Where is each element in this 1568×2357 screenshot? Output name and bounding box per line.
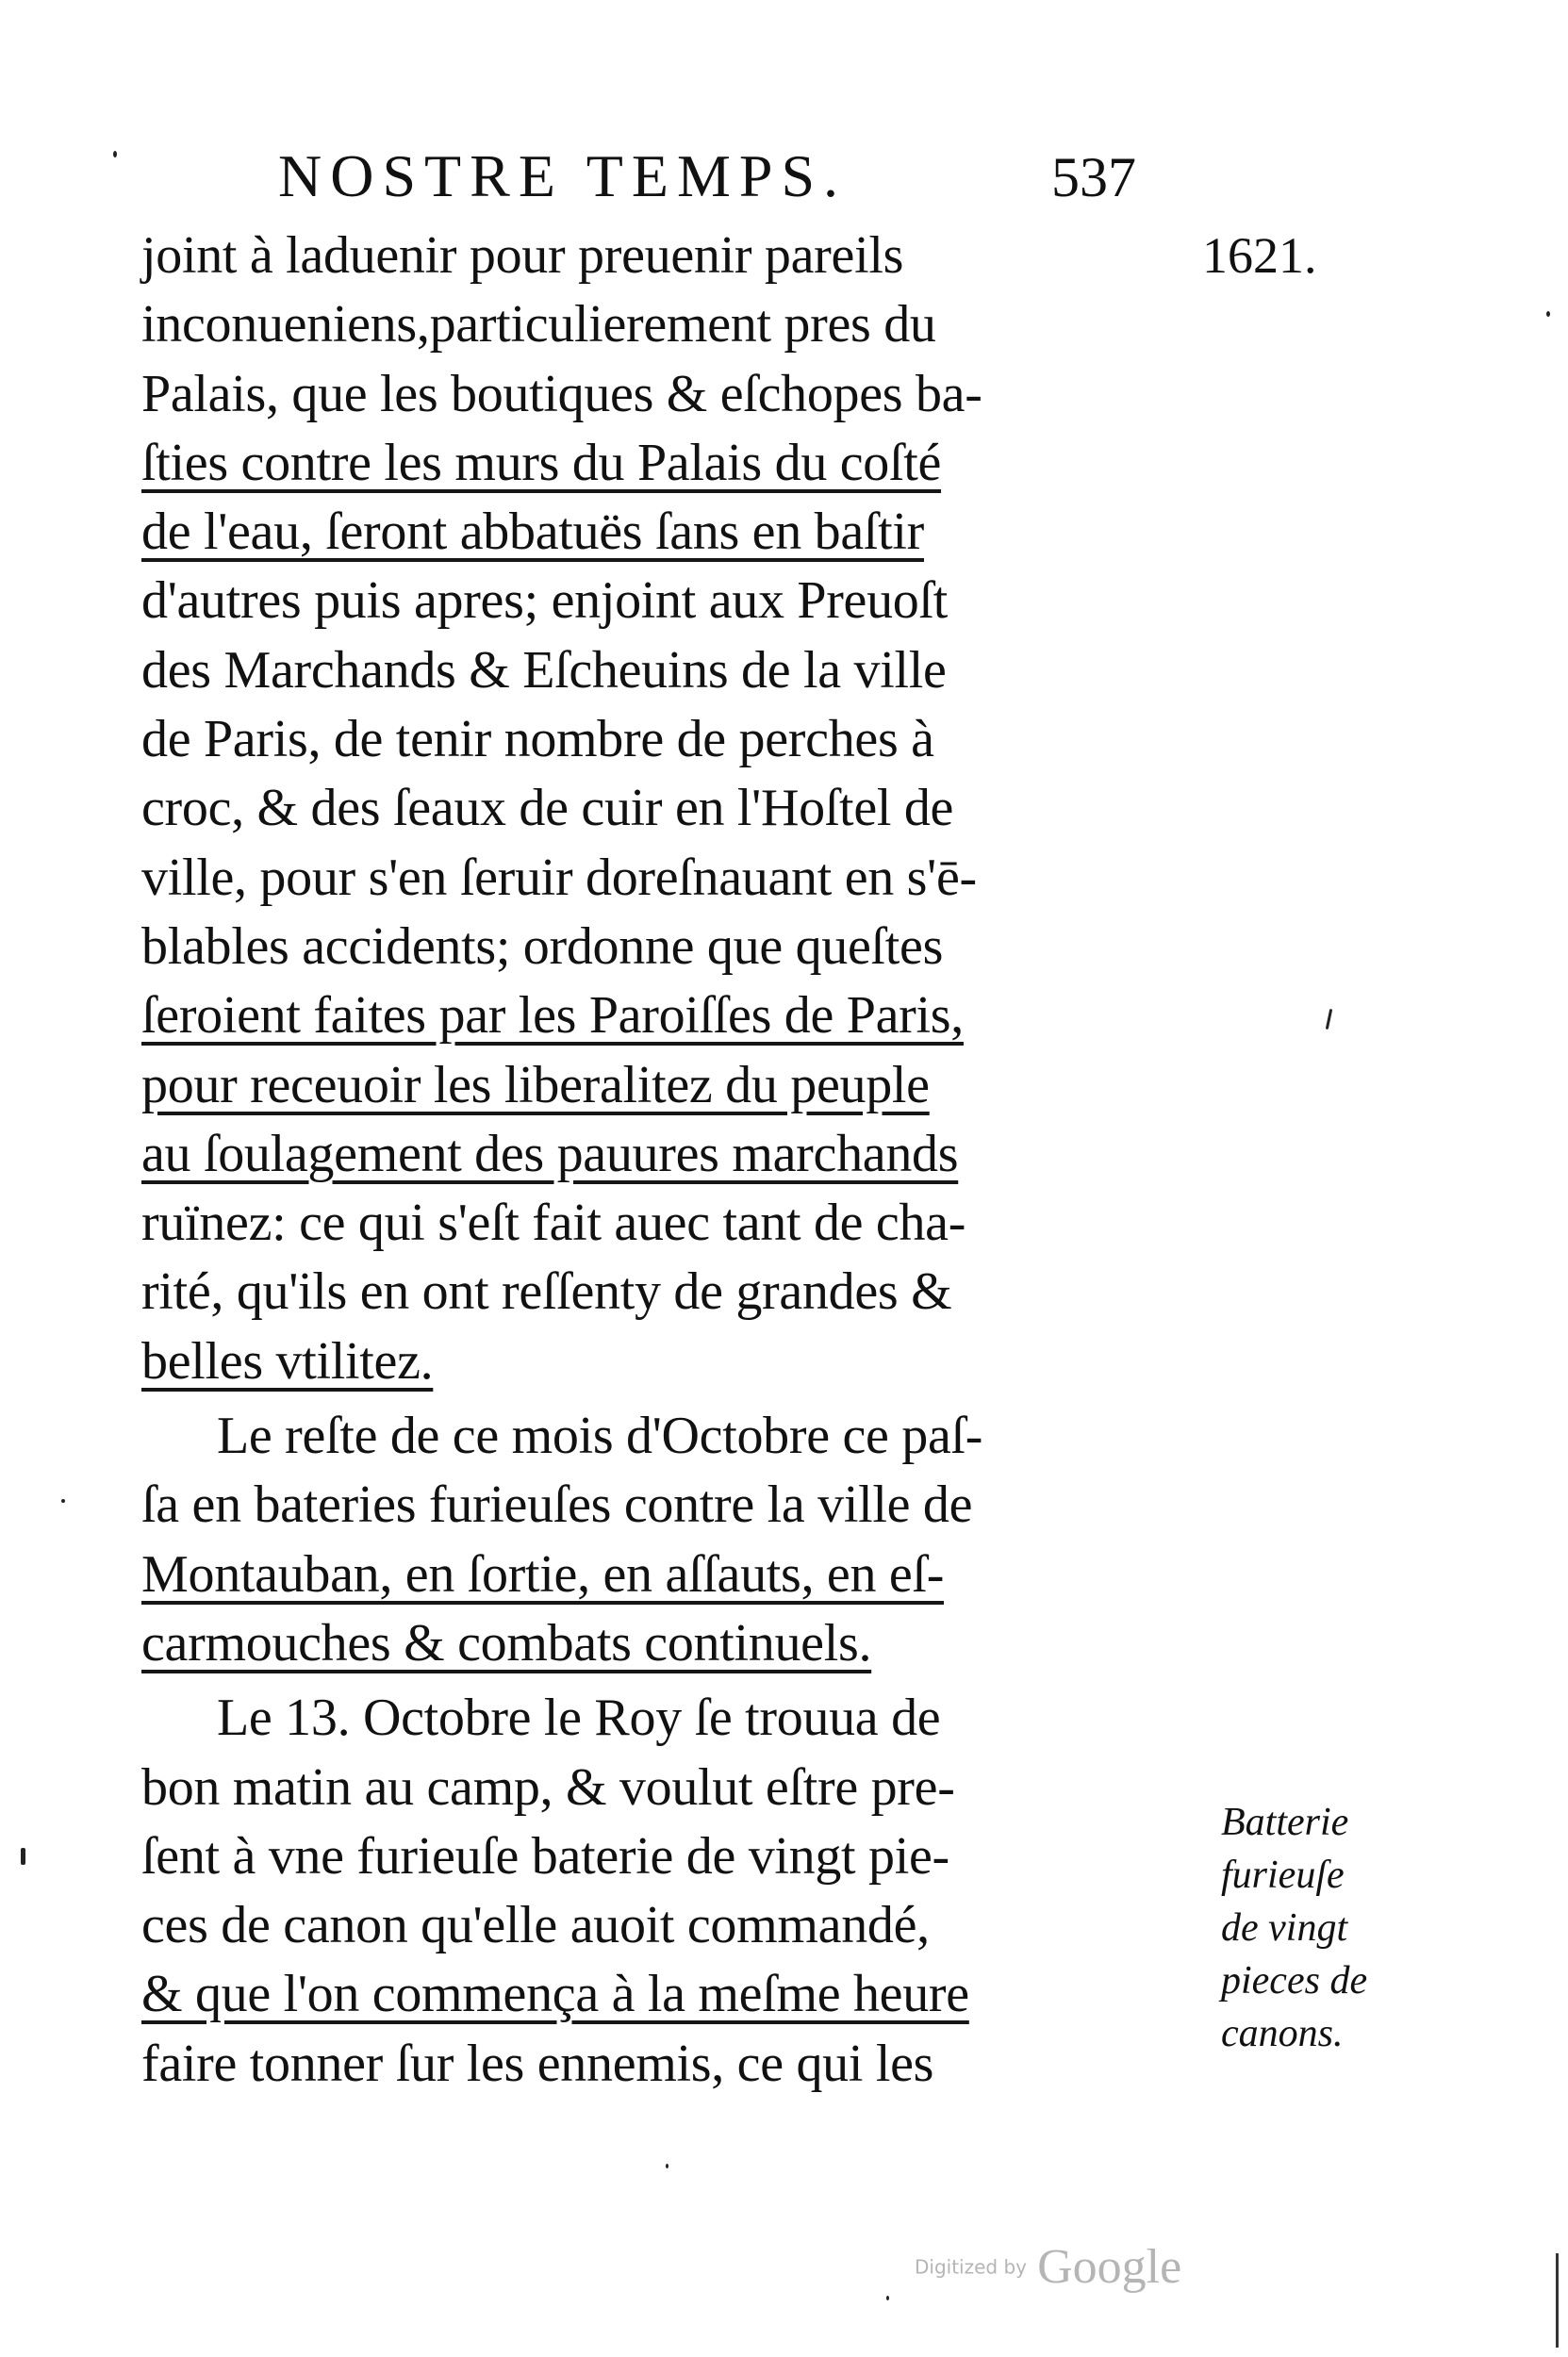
text-line: blables accidents; ordonne que queſtes — [141, 916, 944, 976]
ink-speck — [886, 2296, 889, 2300]
text-line-underlined: Montauban, en ſortie, en aſſauts, en eſ- — [141, 1544, 945, 1604]
text-line: rité, qu'ils en ont reſſenty de grandes & — [141, 1262, 952, 1322]
ink-mark — [21, 1848, 25, 1865]
ink-speck — [113, 151, 117, 157]
text-line-underlined: carmouches & combats continuels. — [141, 1613, 872, 1673]
text-line-underlined: ſeroient faites par les Paroiſſes de Paris, — [141, 986, 964, 1046]
page-number: 537 — [1051, 146, 1136, 208]
text-line: ruïnez: ce qui s'eſt fait auec tant de cha- — [141, 1194, 966, 1253]
text-line: Le 13. Octobre le Roy ſe trouua de — [217, 1689, 941, 1748]
body-text — [141, 222, 1212, 2099]
text-line: croc, & des ſeaux de cuir en l'Hoſtel de — [141, 779, 954, 838]
text-line: inconueniens,particulierement pres du — [141, 295, 936, 354]
text-line-underlined: au ſoulagement des pauures marchands — [141, 1124, 959, 1183]
text-line: faire tonner ſur les ennemis, ce qui les — [141, 2034, 934, 2093]
running-header — [278, 141, 1174, 217]
text-line: bon matin au camp, & voulut eſtre pre- — [141, 1757, 955, 1817]
text-line-underlined: & que l'on commença à la meſme heure — [141, 1965, 969, 2024]
page-edge-line — [1556, 2253, 1559, 2348]
margin-year: 1621. — [1202, 227, 1317, 284]
margin-note-line: de vingt — [1221, 1906, 1348, 1950]
ink-speck — [666, 2164, 668, 2168]
text-line-underlined: de l'eau, ſeront abbatuës ſans en baſtir — [141, 503, 924, 562]
text-line: ces de canon qu'elle auoit commandé, — [141, 1896, 930, 1955]
text-line: des Marchands & Eſcheuins de la ville — [141, 640, 947, 700]
margin-note-line: canons. — [1221, 2012, 1344, 2055]
margin-note-line: Batterie — [1221, 1801, 1349, 1844]
text-line: joint à laduenir pour preuenir pareils — [141, 226, 904, 285]
text-line: d'autres puis apres; enjoint aux Preuoſt — [141, 571, 949, 631]
text-line: Le reſte de ce mois d'Octobre ce paſ- — [217, 1407, 983, 1466]
ink-speck — [1546, 311, 1550, 317]
google-logo: Google — [1037, 2240, 1182, 2294]
ink-speck — [61, 1499, 65, 1503]
digitization-watermark — [915, 2239, 1181, 2315]
ink-mark — [1326, 1009, 1333, 1030]
text-line-underlined: pour receuoir les liberalitez du peuple — [141, 1055, 930, 1114]
text-line: de Paris, de tenir nombre de perches à — [141, 710, 934, 769]
text-line: ſent à vne furieuſe baterie de vingt pie- — [141, 1826, 949, 1886]
margin-note-line: furieuſe — [1221, 1854, 1345, 1897]
margin-note-line: pieces de — [1221, 1959, 1368, 2003]
text-line: ville, pour s'en ſeruir doreſnauant en s'ē- — [141, 848, 977, 907]
text-line-underlined: ſties contre les murs du Palais du coſté — [141, 433, 942, 492]
text-line: Palais, que les boutiques & eſchopes ba- — [141, 364, 982, 423]
text-line-underlined: belles vtilitez. — [141, 1331, 434, 1391]
header-title: NOSTRE TEMPS. — [278, 142, 848, 209]
text-line: ſa en bateries furieuſes contre la ville de — [141, 1475, 973, 1535]
digitized-by-label: Digitized by — [915, 2255, 1027, 2279]
margin-note — [1221, 1796, 1447, 2060]
